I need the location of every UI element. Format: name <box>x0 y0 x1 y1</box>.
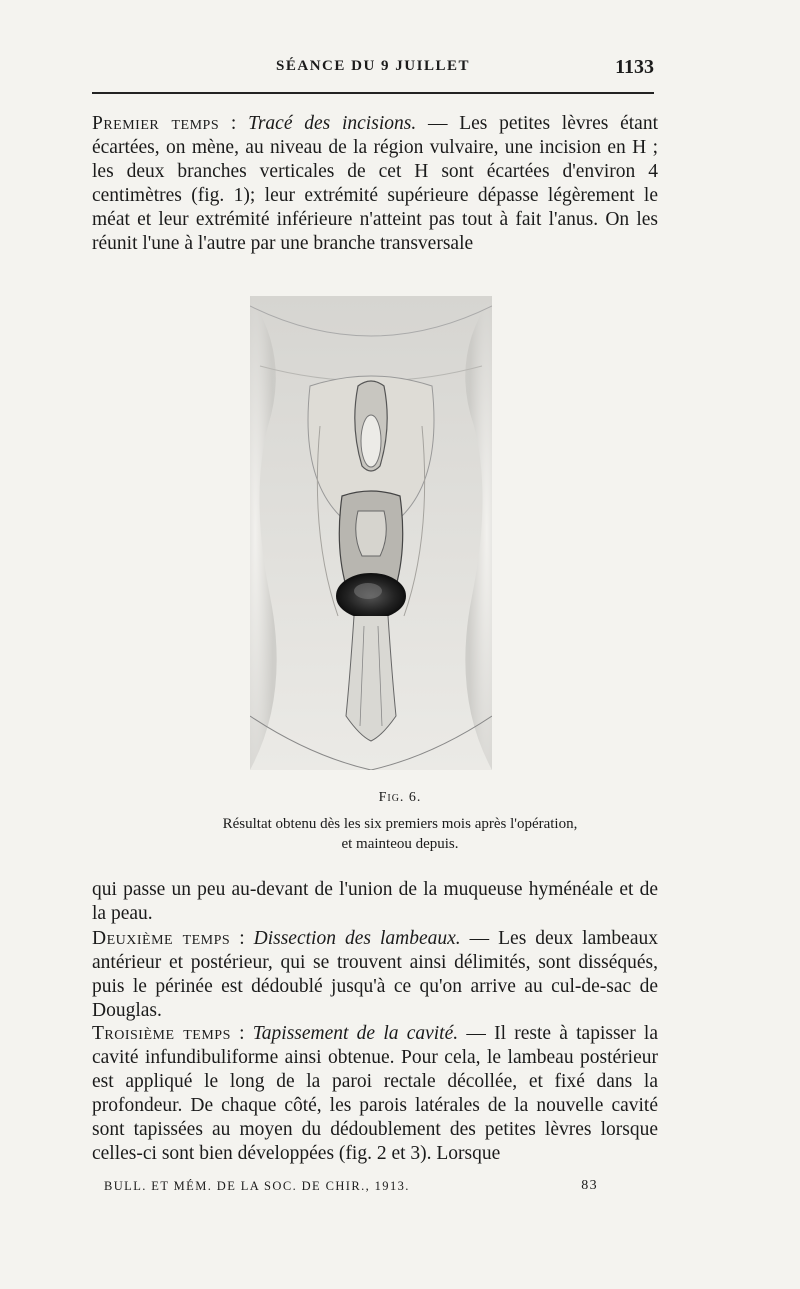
running-title: SÉANCE DU 9 JUILLET <box>276 58 470 74</box>
section-label: Deuxième temps <box>92 928 231 949</box>
separator: : <box>230 928 254 949</box>
paragraph-deuxieme-temps <box>92 927 658 1023</box>
section-title: Tracé des incisions. <box>248 113 417 134</box>
paragraph-text: — Les deux lambeaux antérieur et postérieur, qui se trouvent ainsi délimités, sont disséqués, puis le périnée est dédoublé jusqu'à ce qu'on arrive au cul-de-sac de Douglas. <box>92 928 658 1021</box>
header-rule <box>92 92 654 94</box>
caption-line: et mainteou depuis. <box>341 836 459 852</box>
caption-line: Résultat obtenu dès les six premiers mois après l'opération, <box>222 816 578 832</box>
separator: : <box>219 113 249 134</box>
figure-caption <box>92 814 708 854</box>
paragraph-troisieme-temps <box>92 1022 658 1166</box>
footer-sheet-number: 83 <box>581 1178 598 1193</box>
footer-signature: BULL. ET MÉM. DE LA SOC. DE CHIR., 1913. <box>104 1179 410 1193</box>
page-number: 1133 <box>615 56 654 78</box>
section-label: Troisième temps <box>92 1023 231 1044</box>
section-title: Tapissement de la cavité. <box>252 1023 459 1044</box>
paragraph-text: — Il reste à tapisser la cavité infundibuliforme ainsi obtenue. Pour cela, le lambeau postérieur est appliqué le long de la paroi rectale décollée, et fixé dans la profondeur. De chaque côté, les parois latérales de la nouvelle cavité sont tapissées au moyen du dédoublement des petites lèvres lorsque celles-ci sont bien développées (fig. 2 et 3). Lorsque <box>92 1023 659 1164</box>
page-footer <box>104 1177 624 1197</box>
running-head <box>90 56 656 82</box>
paragraph-continuation <box>92 878 658 926</box>
figure-label: Fig. 6. <box>378 790 422 805</box>
section-label: Premier temps <box>92 113 220 134</box>
paragraph-text: qui passe un peu au-devant de l'union de la muqueuse hyménéale et de la peau. <box>92 879 658 924</box>
section-title: Dissection des lambeaux. <box>253 928 461 949</box>
paragraph-text: — Les petites lèvres étant écartées, on mène, au niveau de la région vulvaire, une incision en H ; les deux branches verticales de cet H sont écartées d'environ 4 centimètres (fig. 1); leur extrémité supérieure dépasse légèrement le méat et leur extrémité inférieure n'atteint pas tout à fait l'anus. On les réunit l'une à l'autre par une branche transversale <box>92 113 659 254</box>
paragraph-premier-temps <box>92 112 658 256</box>
separator: : <box>230 1023 253 1044</box>
anatomical-illustration <box>250 296 492 770</box>
